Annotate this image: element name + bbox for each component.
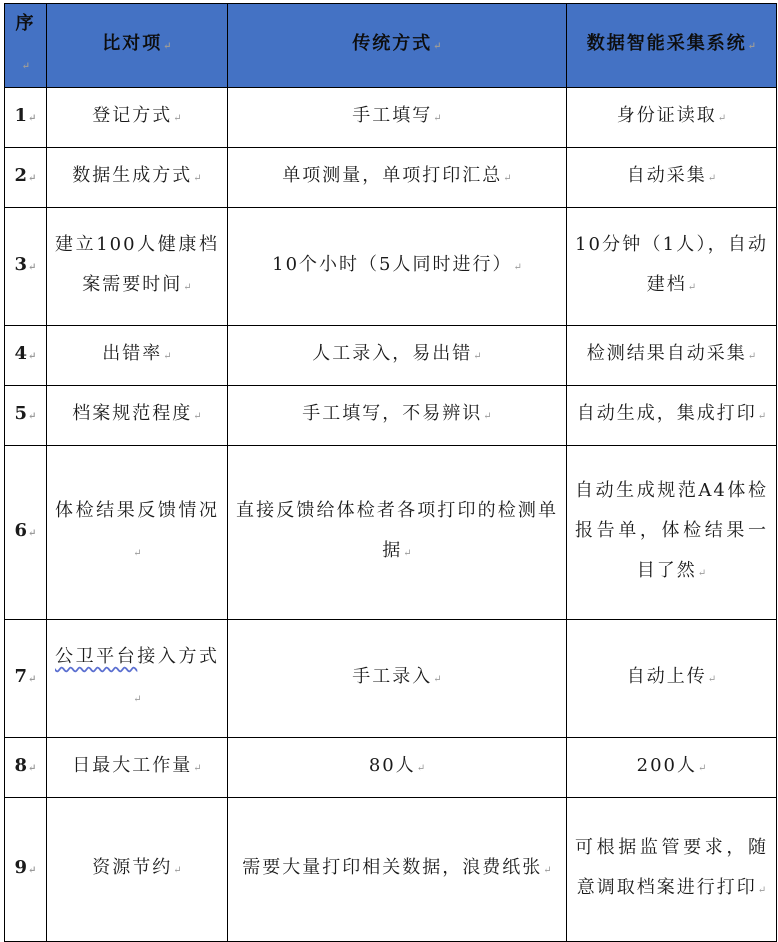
header-item: 比对项↵ xyxy=(47,4,228,88)
cell-traditional: 需要大量打印相关数据，浪费纸张↵ xyxy=(228,798,567,942)
header-traditional: 传统方式↵ xyxy=(228,4,567,88)
header-smart-system: 数据智能采集系统↵ xyxy=(567,4,777,88)
cell-traditional: 80人↵ xyxy=(228,738,567,798)
cell-item: 出错率↵ xyxy=(47,326,228,386)
cell-traditional: 直接反馈给体检者各项打印的检测单据↵ xyxy=(228,446,567,620)
header-index: 序↵ xyxy=(5,4,47,88)
cell-smart: 自动生成规范A4体检报告单，体检结果一目了然↵ xyxy=(567,446,777,620)
comparison-table xyxy=(4,3,777,942)
cell-item: 体检结果反馈情况↵ xyxy=(47,446,228,620)
table-row xyxy=(5,326,777,386)
table-row xyxy=(5,148,777,208)
cell-item: 档案规范程度↵ xyxy=(47,386,228,446)
header-row xyxy=(5,4,777,88)
row-number: 5↵ xyxy=(5,386,47,446)
cell-traditional: 人工录入，易出错↵ xyxy=(228,326,567,386)
row-number: 1↵ xyxy=(5,88,47,148)
cell-smart: 可根据监管要求，随意调取档案进行打印↵ xyxy=(567,798,777,942)
table-row xyxy=(5,386,777,446)
cell-smart: 自动生成，集成打印↵ xyxy=(567,386,777,446)
cell-traditional: 10个小时（5人同时进行）↵ xyxy=(228,208,567,326)
cell-item: 数据生成方式↵ xyxy=(47,148,228,208)
row-number: 8↵ xyxy=(5,738,47,798)
cell-smart: 200人↵ xyxy=(567,738,777,798)
cell-traditional: 手工填写，不易辨识↵ xyxy=(228,386,567,446)
row-number: 2↵ xyxy=(5,148,47,208)
row-number: 7↵ xyxy=(5,620,47,738)
cell-item: 资源节约↵ xyxy=(47,798,228,942)
cell-traditional: 手工填写↵ xyxy=(228,88,567,148)
cell-item: 建立100人健康档案需要时间↵ xyxy=(47,208,228,326)
cell-traditional: 手工录入↵ xyxy=(228,620,567,738)
cell-smart: 10分钟（1人），自动建档↵ xyxy=(567,208,777,326)
cell-smart: 自动采集↵ xyxy=(567,148,777,208)
table-row xyxy=(5,208,777,326)
cell-smart: 自动上传↵ xyxy=(567,620,777,738)
cell-smart: 身份证读取↵ xyxy=(567,88,777,148)
cell-smart: 检测结果自动采集↵ xyxy=(567,326,777,386)
row-number: 9↵ xyxy=(5,798,47,942)
cell-item: 登记方式↵ xyxy=(47,88,228,148)
table-row xyxy=(5,798,777,942)
cell-item: 公卫平台接入方式↵ xyxy=(47,620,228,738)
cell-traditional: 单项测量，单项打印汇总↵ xyxy=(228,148,567,208)
table-row xyxy=(5,88,777,148)
table-row xyxy=(5,446,777,620)
table-row xyxy=(5,738,777,798)
row-number: 4↵ xyxy=(5,326,47,386)
row-number: 3↵ xyxy=(5,208,47,326)
row-number: 6↵ xyxy=(5,446,47,620)
spellcheck-underlined-text: 公卫平台 xyxy=(55,646,138,667)
cell-item: 日最大工作量↵ xyxy=(47,738,228,798)
table-row xyxy=(5,620,777,738)
